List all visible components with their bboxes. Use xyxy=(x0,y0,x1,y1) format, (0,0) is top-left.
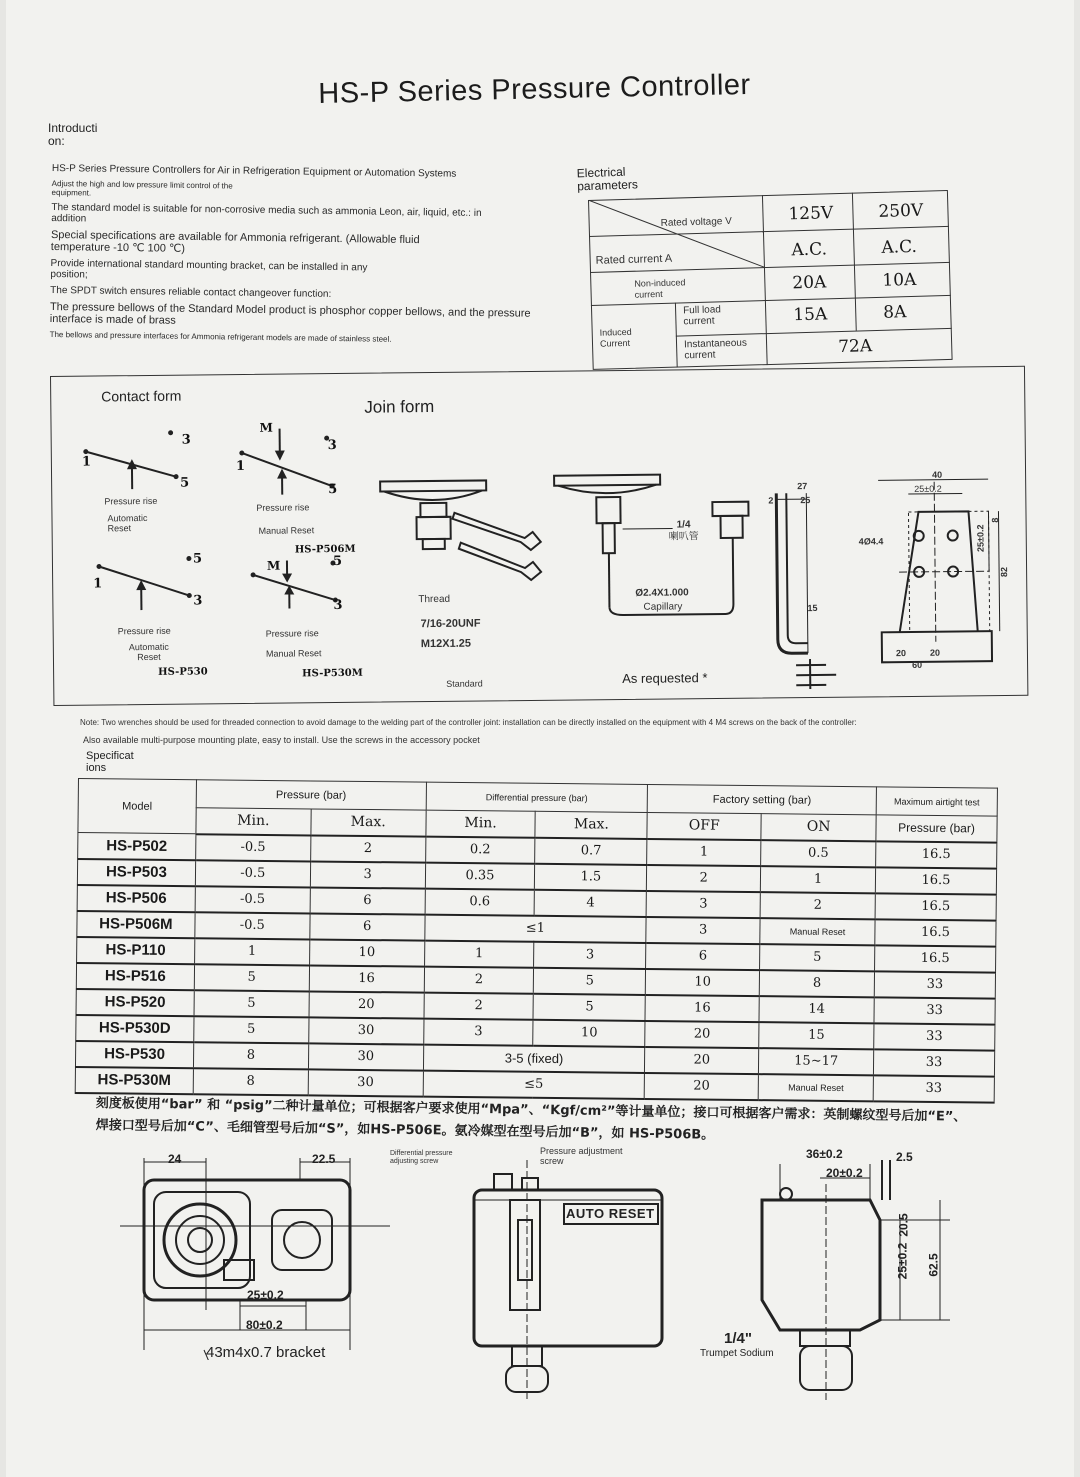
header-factory-setting: Factory setting (bar) xyxy=(647,784,876,814)
header-off: OFF xyxy=(647,812,761,839)
capillary-dimension: Ø2.4X1.000 xyxy=(635,587,689,599)
pressure-screw-label: Pressure adjustment screw xyxy=(540,1146,623,1166)
pressure-max-cell: 30 xyxy=(308,1017,423,1044)
terminal-5: 5 xyxy=(332,553,343,570)
header-differential: Differential pressure (bar) xyxy=(426,782,648,812)
airtight-cell: 33 xyxy=(874,997,995,1024)
airtight-cell: 33 xyxy=(873,1075,994,1102)
intro-line: Provide international standard mounting bracket, can be installed in any position; xyxy=(50,257,368,281)
terminal-m: M xyxy=(266,558,281,573)
pressure-min-cell: -0.5 xyxy=(195,860,310,887)
rated-current-label: Rated current A xyxy=(595,252,673,267)
on-cell: 15 xyxy=(759,1022,874,1049)
header-pressure-max: Max. xyxy=(311,809,426,836)
on-cell: 5 xyxy=(760,944,875,971)
non-induced-125: 20A xyxy=(792,272,827,294)
pressure-max-cell: 16 xyxy=(309,965,424,992)
dim-2: 2 xyxy=(768,495,774,506)
dim-22-5: 22.5 xyxy=(312,1152,336,1166)
pressure-rise-label: Pressure rise xyxy=(104,495,158,507)
header-airtight-pressure: Pressure (bar) xyxy=(876,815,997,842)
dim-60: 60 xyxy=(912,659,923,670)
join-form-heading: Join form xyxy=(364,396,435,417)
intro-line: The standard model is suitable for non-corrosive media such as ammonia Leon, air, liquid, etc.: in addition xyxy=(51,201,482,225)
intro-line: The bellows and pressure interfaces for Ammonia refrigerant models are made of stainless steel. xyxy=(49,329,392,344)
quarter-inch-label: 1/4" xyxy=(724,1330,752,1347)
pressure-max-cell: 10 xyxy=(309,939,424,966)
header-pressure: Pressure (bar) xyxy=(196,780,426,810)
manual-reset-label: Manual Reset xyxy=(258,525,315,536)
end-view-drawing xyxy=(740,1160,960,1400)
terminal-5: 5 xyxy=(328,481,338,498)
induced-label: Induced Current xyxy=(599,326,632,349)
pressure-min-cell: -0.5 xyxy=(195,912,310,939)
airtight-cell: 16.5 xyxy=(875,919,996,946)
diff-min-cell: 3 xyxy=(423,1018,533,1045)
airtight-cell: 16.5 xyxy=(876,841,997,868)
diff-max-cell: 3 xyxy=(534,941,646,968)
terminal-3: 3 xyxy=(181,432,191,448)
off-cell: 1 xyxy=(647,838,761,865)
airtight-cell: 33 xyxy=(874,1023,995,1050)
pressure-max-cell: 30 xyxy=(308,1043,423,1070)
full-load-label: Full load current xyxy=(682,304,722,328)
pipe-bend-drawing xyxy=(764,488,866,689)
terminal-5: 5 xyxy=(192,551,203,567)
airtight-cell: 33 xyxy=(873,1049,994,1076)
trumpet-label: Trumpet Sodium xyxy=(700,1348,774,1359)
thread-spec-unf: 7/16-20UNF xyxy=(420,617,481,631)
dim-8: 8 xyxy=(990,517,1001,523)
auto-reset-label: AUTO RESET xyxy=(566,1206,655,1221)
non-induced-250: 10A xyxy=(882,269,917,291)
header-airtight: Maximum airtight test xyxy=(876,787,997,816)
pressure-min-cell: 5 xyxy=(194,990,309,1017)
page-title: HS-P Series Pressure Controller xyxy=(318,68,751,110)
dim-20-right: 20 xyxy=(929,647,941,658)
electrical-label: Electrical parameters xyxy=(576,164,639,194)
pressure-rise-label: Pressure rise xyxy=(256,502,310,513)
pressure-rise-label: Pressure rise xyxy=(265,628,319,639)
dim-2-5: 2.5 xyxy=(896,1150,913,1164)
contact-diagram-auto xyxy=(75,420,216,501)
diff-max-cell: 5 xyxy=(533,993,645,1020)
diff-range-cell: 3-5 (fixed) xyxy=(423,1044,645,1072)
pressure-rise-label: Pressure rise xyxy=(117,625,171,637)
diff-min-cell: 2 xyxy=(424,992,534,1019)
diff-range-cell: ≤1 xyxy=(424,914,646,942)
off-cell: 16 xyxy=(645,994,759,1021)
terminal-1: 1 xyxy=(235,458,246,475)
pressure-min-cell: 5 xyxy=(194,964,309,991)
ac-125: A.C. xyxy=(791,239,828,261)
model-cell: HS-P506 xyxy=(77,884,195,911)
on-cell: Manual Reset xyxy=(760,918,875,945)
dim-4-holes: 4Ø4.4 xyxy=(858,536,884,547)
pressure-max-cell: 6 xyxy=(310,913,425,940)
on-cell: 1 xyxy=(761,866,876,893)
diff-min-cell: 2 xyxy=(424,966,534,993)
diff-screw-label: Differential pressure adjusting screw xyxy=(390,1150,453,1165)
on-cell: 8 xyxy=(759,970,874,997)
standard-label: Standard xyxy=(446,678,483,689)
on-cell: 0.5 xyxy=(761,840,876,867)
pressure-max-cell: 30 xyxy=(308,1069,423,1096)
airtight-cell: 16.5 xyxy=(875,945,996,972)
contact-diagram-p530 xyxy=(89,555,230,626)
rated-voltage-label: Rated voltage V xyxy=(660,215,732,229)
thread-spec-metric: M12X1.25 xyxy=(420,637,472,651)
terminal-3: 3 xyxy=(193,593,203,609)
pressure-min-cell: -0.5 xyxy=(195,886,310,913)
terminal-m: M xyxy=(259,420,273,435)
bracket-label: 43m4x0.7 bracket xyxy=(206,1344,326,1361)
on-cell: 15~17 xyxy=(759,1048,874,1075)
airtight-cell: 16.5 xyxy=(875,893,996,920)
voltage-250: 250V xyxy=(878,200,924,222)
intro-line: The pressure bellows of the Standard Model product is phosphor copper bellows, and the pressure interface is made of brass xyxy=(49,300,531,327)
model-cell: HS-P530D xyxy=(76,1014,194,1041)
on-cell: Manual Reset xyxy=(758,1074,873,1101)
header-diff-min: Min. xyxy=(426,810,536,837)
header-model: Model xyxy=(78,779,196,834)
dim-25: 25 xyxy=(800,495,811,506)
model-cell: HS-P530 xyxy=(75,1040,193,1067)
electrical-table xyxy=(588,190,953,370)
model-cell: HS-P520 xyxy=(76,988,194,1015)
pressure-min-cell: 5 xyxy=(194,1016,309,1043)
trumpet-label-cn: 喇叭管 xyxy=(668,531,699,543)
diff-max-cell: 0.7 xyxy=(535,837,647,864)
off-cell: 20 xyxy=(645,1046,759,1073)
model-p530m-label: HS-P530M xyxy=(302,667,363,680)
as-requested-label: As requested * xyxy=(622,670,708,687)
header-pressure-min: Min. xyxy=(196,808,311,835)
diff-min-cell: 0.2 xyxy=(425,836,535,863)
note-mounting-plate: Also available multi-purpose mounting plate, easy to install. Use the screws in the accessory pocket xyxy=(83,735,480,745)
diff-max-cell: 10 xyxy=(533,1019,645,1046)
automatic-reset-label: Automatic Reset xyxy=(107,512,148,534)
pressure-max-cell: 6 xyxy=(310,887,425,914)
diff-min-cell: 1 xyxy=(424,940,534,967)
off-cell: 6 xyxy=(646,942,760,969)
automatic-reset-label: Automatic Reset xyxy=(128,641,169,663)
capillary-label: Capillary xyxy=(643,601,683,613)
non-induced-label: Non-induced current xyxy=(634,277,686,300)
dim-25-tol: 25±0.2 xyxy=(914,483,942,494)
full-load-125: 15A xyxy=(793,304,828,326)
model-p530-label: HS-P530 xyxy=(158,666,208,678)
diff-max-cell: 5 xyxy=(534,967,646,994)
terminal-1: 1 xyxy=(81,454,92,470)
diff-min-cell: 0.35 xyxy=(425,862,535,889)
pressure-min-cell: 1 xyxy=(194,938,309,965)
pressure-max-cell: 20 xyxy=(309,991,424,1018)
model-cell: HS-P506M xyxy=(77,910,195,937)
chinese-note-line-2: 焊接口型号后加“C”、毛细管型号后加“S”，如HS-P506E。氨冷媒型在型号后加“B”，如 HS-P506B。 xyxy=(95,1117,715,1143)
header-on: ON xyxy=(761,814,876,841)
on-cell: 2 xyxy=(760,892,875,919)
off-cell: 10 xyxy=(646,968,760,995)
model-p506m-label: HS-P506M xyxy=(294,543,356,556)
dim-20-5: 20.5 xyxy=(896,1213,911,1237)
pressure-min-cell: -0.5 xyxy=(196,834,311,861)
off-cell: 20 xyxy=(644,1072,758,1099)
quarter-inch-label: 1/4 xyxy=(676,519,691,531)
dim-25-vertical: 25±0.2 xyxy=(975,524,986,553)
introduction-text xyxy=(49,163,571,351)
intro-line: Special specifications are available for Ammonia refrigerant. (Allowable fluid temperature -10 ℃ 100 ℃) xyxy=(50,228,420,255)
specifications-label: Specificat ions xyxy=(86,750,134,774)
thread-fitting-drawing xyxy=(374,472,555,604)
dim-36-tol: 36±0.2 xyxy=(806,1147,843,1161)
model-cell: HS-P110 xyxy=(77,936,195,963)
off-cell: 3 xyxy=(646,916,760,943)
pressure-min-cell: 8 xyxy=(193,1068,308,1095)
ac-250: A.C. xyxy=(881,236,918,258)
thread-label: Thread xyxy=(418,593,451,606)
terminal-5: 5 xyxy=(180,475,190,491)
specifications-table xyxy=(75,778,998,1110)
off-cell: 20 xyxy=(645,1020,759,1047)
intro-line: HS-P Series Pressure Controllers for Air in Refrigeration Equipment or Automation Systems xyxy=(51,163,457,180)
off-cell: 3 xyxy=(646,890,760,917)
off-cell: 2 xyxy=(647,864,761,891)
intro-line: Adjust the high and low pressure limit control of the equipment. xyxy=(51,178,233,198)
dim-20-tol: 20±0.2 xyxy=(826,1166,863,1180)
dim-25-tol: 25±0.2 xyxy=(247,1288,284,1302)
diff-min-cell: 0.6 xyxy=(425,888,535,915)
manual-reset-label: Manual Reset xyxy=(265,648,322,659)
dim-80-tol: 80±0.2 xyxy=(246,1318,283,1332)
dim-27: 27 xyxy=(797,481,808,492)
model-cell: HS-P530M xyxy=(75,1066,193,1093)
header-diff-max: Max. xyxy=(535,811,647,838)
voltage-125: 125V xyxy=(788,203,834,225)
dim-20-left: 20 xyxy=(895,648,907,659)
diff-max-cell: 4 xyxy=(535,889,647,916)
diff-max-cell: 1.5 xyxy=(535,863,647,890)
contact-diagram-p530m xyxy=(243,560,384,631)
pressure-max-cell: 2 xyxy=(310,835,425,862)
forms-panel xyxy=(50,366,1028,706)
chinese-note-line-1: 刻度板使用“bar” 和 “psig”二种计量单位；可根据客户要求使用“Mpa”、“Kgf/cm²”等计量单位；接口可根据客户需求：英制螺纹型号后加“E”、 xyxy=(95,1095,967,1125)
contact-form-heading: Contact form xyxy=(101,387,182,405)
bracket-drawing xyxy=(868,471,1020,683)
dim-40: 40 xyxy=(932,469,943,480)
introduction-label: Introducti on: xyxy=(48,121,98,148)
contact-diagram-manual xyxy=(232,424,373,510)
dim-24: 24 xyxy=(168,1152,182,1166)
terminal-3: 3 xyxy=(333,597,343,614)
note-wrenches: Note: Two wrenches should be used for threaded connection to avoid damage to the welding part of the controller joint: installation can be directly installed on the equipment with 4 M4 screws on the back of the controller: xyxy=(80,718,857,727)
on-cell: 14 xyxy=(759,996,874,1023)
instantaneous-label: Instantaneous current xyxy=(683,337,748,362)
full-load-250: 8A xyxy=(882,302,907,323)
intro-line: The SPDT switch ensures reliable contact changeover function: xyxy=(50,284,332,300)
pressure-min-cell: 8 xyxy=(193,1042,308,1069)
terminal-3: 3 xyxy=(327,438,337,454)
dim-62-5: 62.5 xyxy=(926,1253,941,1277)
dim-15: 15 xyxy=(807,602,818,614)
airtight-cell: 33 xyxy=(874,971,995,998)
dim-82: 82 xyxy=(999,566,1010,578)
airtight-cell: 16.5 xyxy=(875,867,996,894)
model-cell: HS-P502 xyxy=(78,833,196,860)
terminal-1: 1 xyxy=(93,576,103,592)
instantaneous-value: 72A xyxy=(837,336,873,358)
diff-range-cell: ≤5 xyxy=(423,1070,645,1098)
pressure-max-cell: 3 xyxy=(310,861,425,888)
dim-25-vertical: 25±0.2 xyxy=(895,1242,910,1280)
model-cell: HS-P503 xyxy=(77,859,195,886)
side-view-drawing xyxy=(470,1160,670,1400)
model-cell: HS-P516 xyxy=(76,962,194,989)
